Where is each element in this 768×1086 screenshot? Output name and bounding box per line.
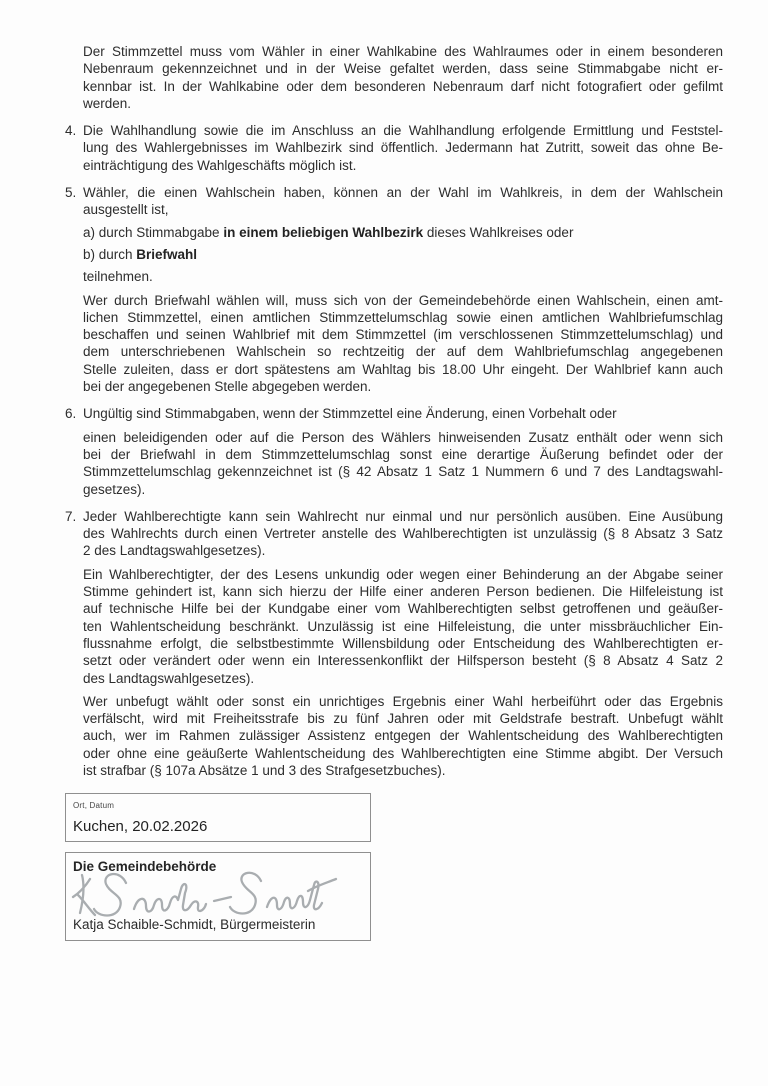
sub-item-b-bold: Briefwahl xyxy=(136,246,198,262)
paragraph-wahlschein-intro: Wähler, die einen Wahlschein haben, können an der Wahl im Wahlkreis, in dem der Wahlschein ausgestellt ist, xyxy=(83,185,723,218)
sub-item-a-post: dieses Wahlkreises oder xyxy=(423,224,574,240)
sub-item-a xyxy=(83,224,723,241)
item-number: 6. xyxy=(65,406,77,422)
authority-box xyxy=(65,852,371,942)
paragraph-invalid-votes-intro: Ungültig sind Stimmabgaben, wenn der Stimmzettel eine Änderung, einen Vorbehalt oder xyxy=(83,406,617,422)
paragraph-ballot-secrecy: Der Stimmzettel muss vom Wähler in einer Wahlkabine des Wahlraumes oder in einem besonderen Nebenraum gekennzeichnet und in der Weise gefaltet werden, dass seine Stimmabgabe nicht er- kennbar ist. In der Wahlkabine oder dem besonderen Nebenraum darf nicht fotografiert oder gefilmt werden. xyxy=(83,44,723,111)
sub-item-b-pre: b) durch xyxy=(83,246,137,262)
location-date-box xyxy=(65,793,371,842)
paragraph-penalties: Wer unbefugt wählt oder sonst ein unrichtiges Ergebnis einer Wahl herbeiführt oder das Ergebnis verfälscht, wird mit Freiheitsstrafe bis zu fünf Jahren oder mit Geldstrafe bestraft. Unbefugt wählt auch, wer im Rahmen zulässiger Assistenz entgegen der Wahlentscheidung des Wahlberechtigten oder ohne eine geäußerte Wahlentscheidung des Wahlberechtigten eine Stimme abgibt. Der Versuch ist strafbar (§ 107a Absätze 1 und 3 des Strafgesetzbuches). xyxy=(83,693,723,778)
paragraph-teilnehmen: teilnehmen. xyxy=(83,269,153,285)
list-item-4 xyxy=(65,122,723,174)
authority-title: Die Gemeindebehörde xyxy=(73,858,217,874)
list-item-7 xyxy=(65,508,723,779)
location-date-value: Kuchen, 20.02.2026 xyxy=(73,817,208,835)
paragraph-invalid-votes-detail: einen beleidigenden oder auf die Person des Wählers hinweisenden Zusatz enthält oder wenn sich bei der Briefwahl in dem Stimmzettelumschlag sonst eine derartige Äußerung befindet oder der Stimmzettelumschlag gekennzeichnet ist (§ 42 Absatz 1 Satz 1 Nummern 6 und 7 des Landtagswahl- gesetzes). xyxy=(83,429,723,497)
list-item-5 xyxy=(65,184,723,395)
paragraph-assistance-rules: Ein Wahlberechtigter, der des Lesens unkundig oder wegen einer Behinderung an der Abgabe seiner Stimme gehindert ist, kann sich hierzu der Hilfe einer anderen Person bedienen. Die Hilfeleistung ist auf technische Hilfe bei der Kundgabe einer vom Wahlberechtigten selbst getroffenen und geäußer- ten Wahlentscheidung beschränkt. Unzulässig ist eine Hilfeleistung, die unter missbräuchlicher Ein- flussnahme erfolgt, die selbstbestimmte Willensbildung oder Entscheidung des Wahlberechtigten er- setzt oder verändert oder wenn ein Interessenkonflikt der Hilfsperson besteht (§ 8 Absatz 4 Satz 2 des Landtagswahlgesetzes). xyxy=(83,566,723,686)
location-date-label: Ort, Datum xyxy=(73,801,115,811)
item-number: 4. xyxy=(65,123,77,139)
sub-item-a-bold: in einem beliebigen Wahlbezirk xyxy=(223,224,424,240)
item-number: 5. xyxy=(65,185,77,201)
paragraph-personal-voting: Jeder Wahlberechtigte kann sein Wahlrecht nur einmal und nur persönlich ausüben. Eine Ausübung des Wahlrechts durch einen Vertreter anstelle des Wahlberechtigten ist unzulässig (§ 8 Absatz 3 Satz 2 des Landtagswahlgesetzes). xyxy=(83,508,723,559)
signer-name-line: Katja Schaible-Schmidt, Bürgermeisterin xyxy=(73,917,316,933)
paragraph-briefwahl-procedure: Wer durch Briefwahl wählen will, muss sich von der Gemeindebehörde einen Wahlschein, einen amt- lichen Stimmzettel, einen amtlichen Stimmzettelumschlag sowie einen amtlichen Wahlbriefumschlag beschaffen und seinen Wahlbrief mit dem Stimmzettel (im verschlossenen Stimmzettelumschlag) und dem unterschriebenen Wahlschein so rechtzeitig der auf dem Wahlbriefumschlag angegebenen Stelle zuleiten, dass er dort spätestens am Wahltag bis 18.00 Uhr eingeht. Der Wahlbrief kann auch bei der angegebenen Stelle abgegeben werden. xyxy=(83,292,723,395)
list-item-6 xyxy=(65,405,723,497)
sub-item-b xyxy=(83,246,723,263)
sub-item-a-pre: a) durch Stimmabgabe xyxy=(83,224,224,240)
item-number: 7. xyxy=(65,508,77,524)
paragraph-public-voting: Die Wahlhandlung sowie die im Anschluss an die Wahlhandlung erfolgende Ermittlung und Feststel- lung des Wahlergebnisses im Wahlbezirk sind öffentlich. Jedermann hat Zutritt, soweit das ohne Be- einträchtigung des Wahlgeschäfts möglich ist. xyxy=(83,123,723,173)
signature-section xyxy=(65,793,371,941)
